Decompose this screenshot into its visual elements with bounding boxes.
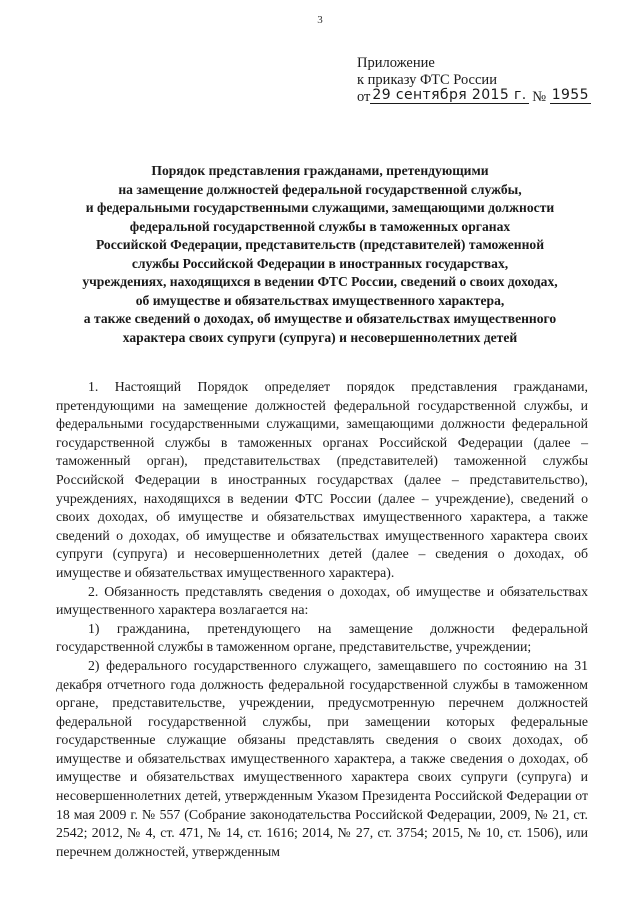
- date-prefix: от: [357, 89, 371, 105]
- title-line: характера своих супруги (супруга) и несовершеннолетних детей: [122, 329, 518, 345]
- paragraph-2-item-1: 1) гражданина, претендующего на замещение должности федеральной государственной службы в таможенном органе, представительстве, учреждении;: [56, 620, 588, 655]
- paragraph-2: 2. Обязанность представлять сведения о доходах, об имуществе и обязательствах имущественного характера возлагается на:: [56, 583, 588, 618]
- order-date: 29 сентября 2015 г.: [372, 87, 527, 103]
- appendix-date-line: [357, 89, 591, 106]
- document-title: [40, 162, 600, 347]
- appendix-line-1: Приложение: [357, 55, 435, 71]
- title-line: Порядок представления гражданами, претендующими: [151, 163, 489, 178]
- appendix-line-2: к приказу ФТС России: [357, 72, 497, 88]
- title-line: на замещение должностей федеральной государственной службы,: [118, 181, 522, 197]
- number-prefix: №: [532, 89, 547, 105]
- title-line: Российской Федерации, представительств (представителей) таможенной: [95, 237, 545, 252]
- paragraph-1: 1. Настоящий Порядок определяет порядок представления гражданами, претендующими на замещение должностей федеральной государственной службы, и федеральными государственными служащими, замещающими должности федеральной государственной службы в таможенных органах Российской Федерации (далее – таможенный орган), представительствах (представителей) таможенной службы Российской Федерации в иностранных государствах (далее – представительство), учреждениях, находящихся в ведении ФТС России (далее – учреждение), сведений о своих доходах, об имуществе и обязательствах имущественного характера, а также сведений о доходах, об имуществе и обязательствах имущественного характера своих супруги (супруга) и несовершеннолетних детей (далее – сведения о доходах, об имуществе и обязательствах имущественного характера).: [56, 379, 588, 580]
- title-line: а также сведений о доходах, об имуществе и обязательствах имущественного: [83, 311, 557, 326]
- title-line: об имуществе и обязательствах имущественного характера,: [135, 292, 505, 308]
- order-number: 1955: [551, 87, 589, 103]
- paragraph-2-item-2: 2) федерального государственного служащего, замещавшего по состоянию на 31 декабря отчетного года должность федеральной государственной службы в таможенном органе, представительстве, учреждении, предусмотренную перечнем должностей федеральной государственной службы, при замещении которых федеральные государственные служащие обязаны представлять сведения о своих доходах, об имуществе и обязательствах имущественного характера, а также сведения о доходах, об имуществе и обязательствах имущественного характера своих супруги (супруга) и несовершеннолетних детей, утвержденным Указом Президента Российской Федерации от 18 мая 2009 г. № 557 (Собрание законодательства Российской Федерации, 2009, № 21, ст. 2542; 2012, № 4, ст. 471, № 14, ст. 1616; 2014, № 27, ст. 3754; 2015, № 10, ст. 1506), или перечнем должностей, утвержденным: [56, 657, 588, 859]
- title-line: службы Российской Федерации в иностранных государствах,: [131, 255, 509, 271]
- title-line: учреждениях, находящихся в ведении ФТС России, сведений о своих доходах,: [82, 274, 558, 289]
- title-line: и федеральными государственными служащими, замещающими должности: [85, 200, 555, 215]
- title-line: федеральной государственной службы в таможенных органах: [129, 218, 511, 234]
- appendix-block: [357, 55, 591, 106]
- page-number: 3: [317, 14, 323, 26]
- document-body: [56, 378, 588, 861]
